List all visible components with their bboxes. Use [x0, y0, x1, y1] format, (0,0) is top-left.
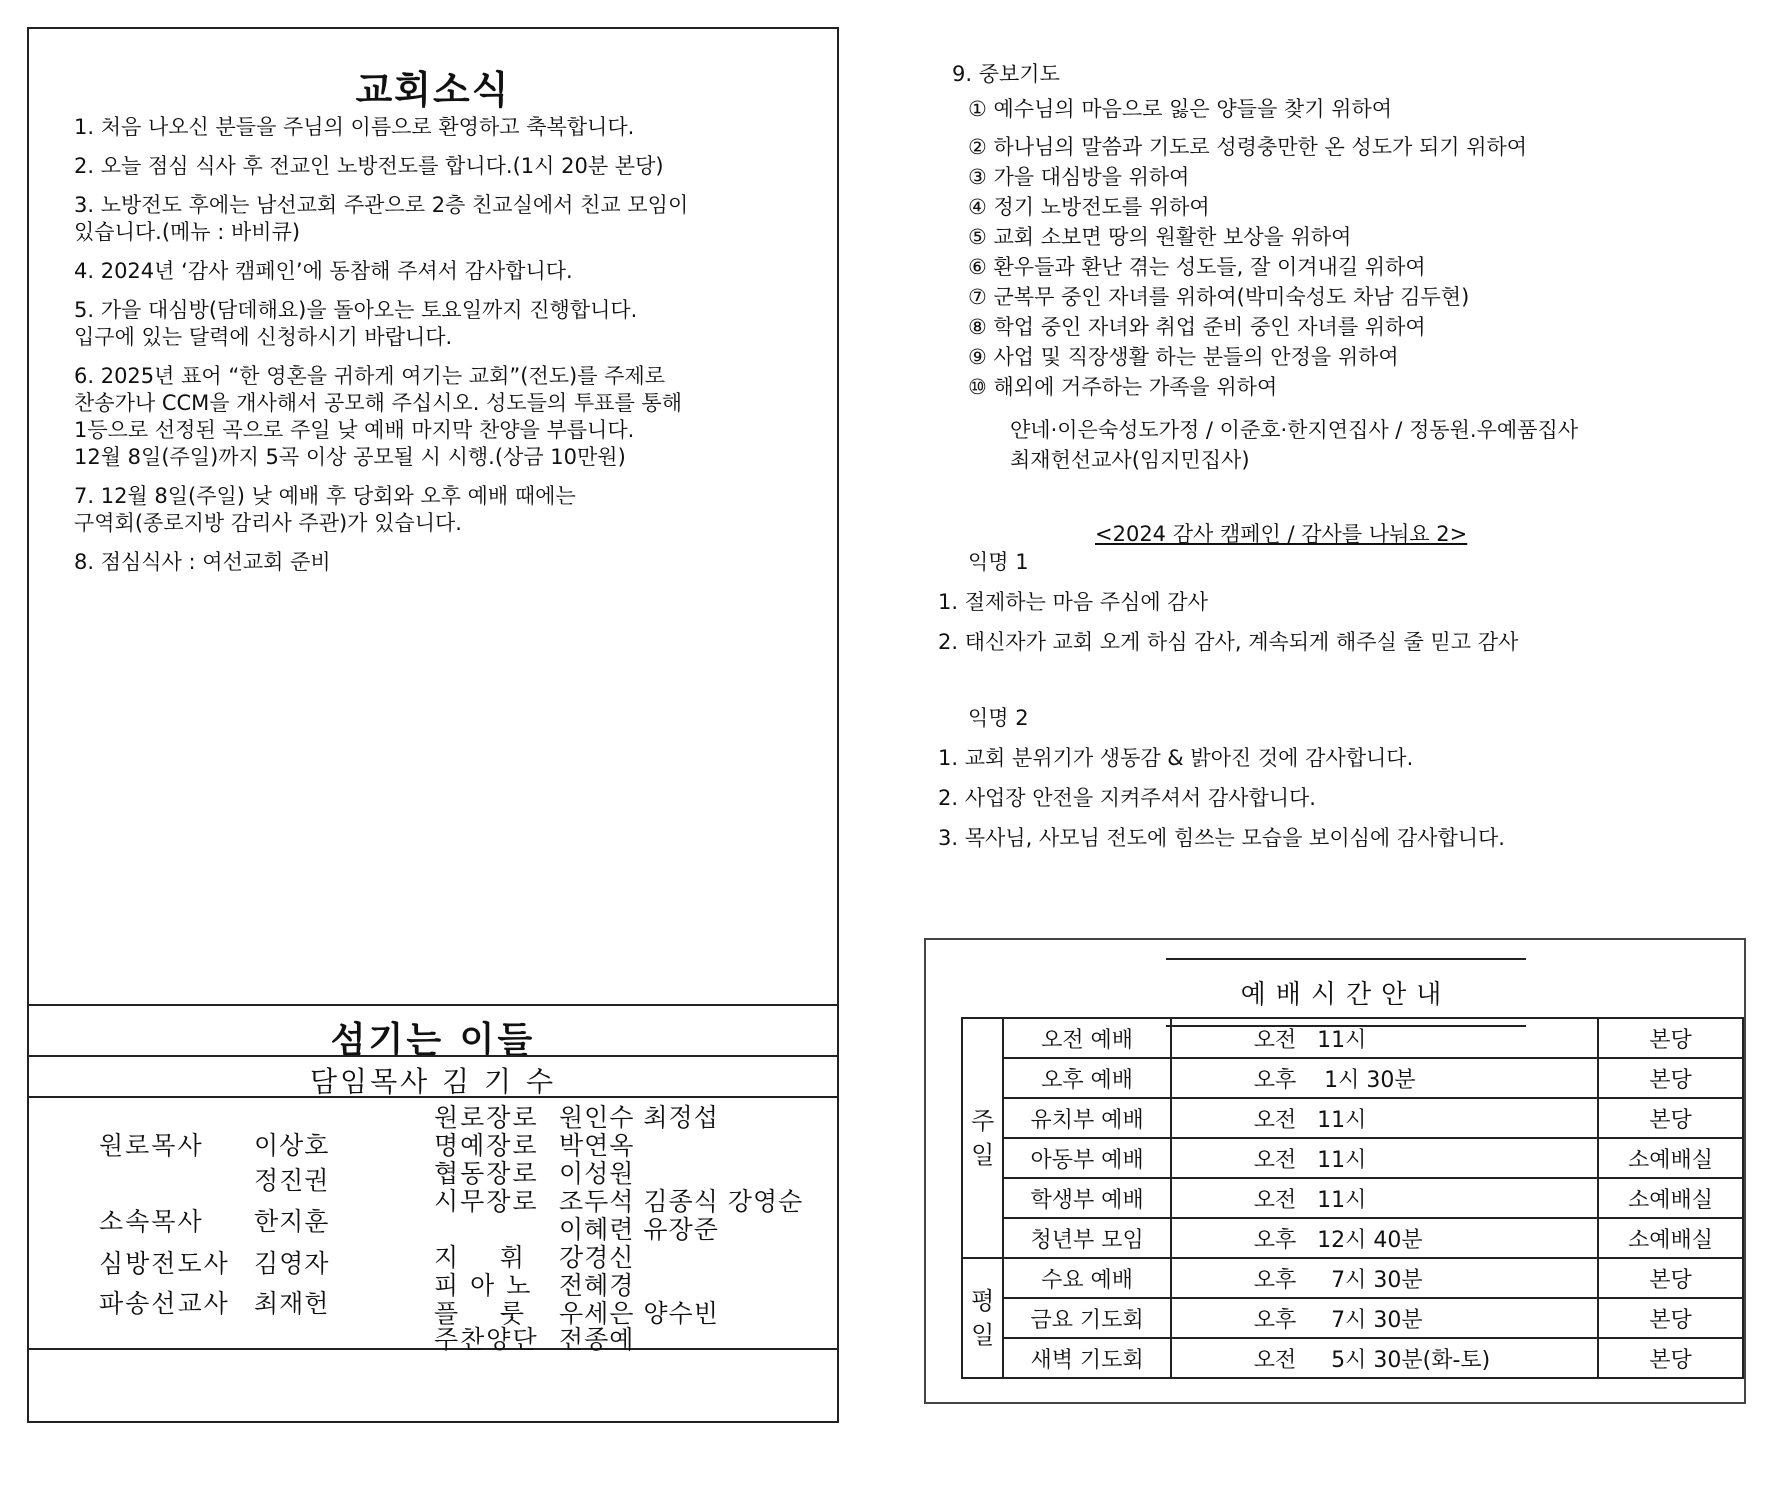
- service-name: 오전 예배: [1003, 1018, 1170, 1058]
- role-label: 협동장로: [434, 1159, 539, 1188]
- role-names: 이혜련 유장준: [559, 1215, 719, 1244]
- role-names: 이성원: [559, 1159, 635, 1188]
- news-item: 5. 가을 대심방(담데해요)을 돌아오는 토요일까지 진행합니다. 입구에 있는 달력에 신청하시기 바랍니다.: [74, 298, 638, 349]
- role-label: 명예장로: [434, 1131, 539, 1160]
- visit-evangelist-label: 심방전도사: [99, 1249, 230, 1278]
- service-place: 소예배실: [1598, 1178, 1743, 1218]
- table-row: [962, 1258, 1743, 1298]
- service-place: 소예배실: [1598, 1218, 1743, 1258]
- service-name: 아동부 예배: [1003, 1138, 1170, 1178]
- service-time: 오전 5시 30분(화-토): [1171, 1338, 1598, 1378]
- role-label: 원로장로: [434, 1103, 539, 1132]
- elder-pastor-label: 원로목사: [99, 1131, 204, 1160]
- role-names: 원인수 최정섭: [559, 1103, 719, 1132]
- role-label: 피 아 노: [434, 1271, 533, 1300]
- schedule-title: 예배시간안내: [1166, 958, 1526, 1027]
- role-names: 강경신: [559, 1243, 635, 1272]
- table-row: [962, 1058, 1743, 1098]
- prayer-item: ③ 가을 대심방을 위하여: [968, 165, 1190, 189]
- service-name: 학생부 예배: [1003, 1178, 1170, 1218]
- role-label: 플 룻: [434, 1299, 527, 1328]
- service-time: 오전 11시: [1171, 1138, 1598, 1178]
- prayer-item: ⑧ 학업 중인 자녀와 취업 준비 중인 자녀를 위하여: [968, 315, 1426, 339]
- servers-section: [29, 1004, 837, 1354]
- prayer-item: ④ 정기 노방전도를 위하여: [968, 195, 1210, 219]
- missionary-name: 최재헌: [254, 1289, 330, 1318]
- role-label: 지 휘: [434, 1243, 527, 1272]
- elder-pastor-name: 정진권: [254, 1166, 330, 1195]
- service-place: 본당: [1598, 1018, 1743, 1058]
- worship-schedule: [924, 938, 1746, 1404]
- missionary-label: 파송선교사: [99, 1289, 230, 1318]
- news-item: 8. 점심식사 : 여선교회 준비: [74, 550, 331, 574]
- service-name: 오후 예배: [1003, 1058, 1170, 1098]
- prayer-item: ② 하나님의 말씀과 기도로 성령충만한 온 성도가 되기 위하여: [968, 135, 1528, 159]
- service-time: 오후 7시 30분: [1171, 1258, 1598, 1298]
- prayer-item: ⑤ 교회 소보면 땅의 원활한 보상을 위하여: [968, 225, 1352, 249]
- news-item: 6. 2025년 표어 “한 영혼을 귀하게 여기는 교회”(전도)를 주제로 찬송가나 CCM을 개사해서 공모해 주십시오. 성도들의 투표를 통해 1등으로 선정된 곡으로 주일 낮 예배 마지막 찬양을 부릅니다. 12월 8일(주일)까지 5곡 이상 공모될 시 시행.(상금 10만원): [74, 364, 682, 469]
- service-place: 본당: [1598, 1058, 1743, 1098]
- role-names: 박연옥: [559, 1131, 635, 1160]
- service-time: 오전 11시: [1171, 1098, 1598, 1138]
- thanks-item: 1. 절제하는 마음 주심에 감사: [938, 590, 1208, 614]
- service-place: 본당: [1598, 1298, 1743, 1338]
- role-names: 전혜경: [559, 1271, 635, 1300]
- anon-label: 익명 1: [968, 550, 1029, 574]
- prayer-item: ⑨ 사업 및 직장생활 하는 분들의 안정을 위하여: [968, 345, 1399, 369]
- divider: [29, 1055, 839, 1057]
- table-row: [962, 1018, 1743, 1058]
- assoc-pastor-name: 한지훈: [254, 1207, 330, 1236]
- service-place: 소예배실: [1598, 1138, 1743, 1178]
- service-place: 본당: [1598, 1338, 1743, 1378]
- prayer-families: 최재헌선교사(임지민집사): [1010, 448, 1250, 472]
- thanks-item: 3. 목사님, 사모님 전도에 힘쓰는 모습을 보이심에 감사합니다.: [938, 826, 1505, 850]
- service-place: 본당: [1598, 1098, 1743, 1138]
- prayer-item: ① 예수님의 마음으로 잃은 양들을 찾기 위하여: [968, 97, 1393, 121]
- assoc-pastor-label: 소속목사: [99, 1207, 204, 1236]
- anon-label: 익명 2: [968, 706, 1029, 730]
- service-time: 오후 7시 30분: [1171, 1298, 1598, 1338]
- role-label: 주찬양단: [434, 1325, 539, 1354]
- service-name: 청년부 모임: [1003, 1218, 1170, 1258]
- service-name: 수요 예배: [1003, 1258, 1170, 1298]
- schedule-table: [961, 1017, 1744, 1379]
- news-list: [74, 114, 814, 588]
- thanks-item: 2. 태신자가 교회 오게 하심 감사, 계속되게 해주실 줄 믿고 감사: [938, 630, 1519, 654]
- thanks-item: 2. 사업장 안전을 지켜주셔서 감사합니다.: [938, 786, 1316, 810]
- service-place: 본당: [1598, 1258, 1743, 1298]
- table-row: [962, 1138, 1743, 1178]
- table-row: [962, 1298, 1743, 1338]
- prayer-families: 얀네·이은숙성도가정 / 이준호·한지연집사 / 정동원.우예품집사: [1010, 418, 1579, 442]
- table-row: [962, 1098, 1743, 1138]
- senior-pastor: 담임목사 김 기 수: [309, 1065, 557, 1098]
- service-time: 오후 12시 40분: [1171, 1218, 1598, 1258]
- role-names: 조두석 김종식 강영순: [559, 1187, 804, 1216]
- table-row: [962, 1178, 1743, 1218]
- prayer-item: ⑥ 환우들과 환난 겪는 성도들, 잘 이겨내길 위하여: [968, 255, 1426, 279]
- service-time: 오전 11시: [1171, 1018, 1598, 1058]
- prayer-heading: 9. 중보기도: [952, 62, 1060, 86]
- elder-pastor-name: 이상호: [254, 1131, 330, 1160]
- service-name: 유치부 예배: [1003, 1098, 1170, 1138]
- group-label: 주 일: [962, 1018, 1003, 1258]
- prayer-item: ⑦ 군복무 중인 자녀를 위하여(박미숙성도 차남 김두현): [968, 285, 1470, 309]
- left-panel: [27, 27, 839, 1423]
- news-item: 3. 노방전도 후에는 남선교회 주관으로 2층 친교실에서 친교 모임이 있습니다.(메뉴 : 바비큐): [74, 193, 689, 244]
- thanks-item: 1. 교회 분위기가 생동감 & 밝아진 것에 감사합니다.: [938, 746, 1414, 770]
- role-names: 우세은 양수빈: [559, 1299, 719, 1328]
- campaign-title: <2024 감사 캠페인 / 감사를 나눠요 2>: [1095, 522, 1468, 546]
- prayer-list: [968, 95, 1668, 403]
- news-item: 2. 오늘 점심 식사 후 전교인 노방전도를 합니다.(1시 20분 본당): [74, 154, 664, 178]
- group-label: 평 일: [962, 1258, 1003, 1378]
- visit-evangelist-name: 김영자: [254, 1249, 330, 1278]
- service-time: 오후 1시 30분: [1171, 1058, 1598, 1098]
- service-time: 오전 11시: [1171, 1178, 1598, 1218]
- news-item: 7. 12월 8일(주일) 낮 예배 후 당회와 오후 예배 때에는 구역회(종로지방 감리사 주관)가 있습니다.: [74, 484, 576, 535]
- role-names: 전종예: [559, 1325, 635, 1354]
- table-row: [962, 1218, 1743, 1258]
- table-row: [962, 1338, 1743, 1378]
- service-name: 새벽 기도회: [1003, 1338, 1170, 1378]
- news-item: 1. 처음 나오신 분들을 주님의 이름으로 환영하고 축복합니다.: [74, 115, 635, 139]
- servers-title: 섬기는 이들: [330, 1020, 536, 1061]
- news-title: 교회소식: [355, 68, 511, 112]
- news-item: 4. 2024년 ‘감사 캠페인’에 동참해 주셔서 감사합니다.: [74, 259, 573, 283]
- service-name: 금요 기도회: [1003, 1298, 1170, 1338]
- prayer-item: ⑩ 해외에 거주하는 가족을 위하여: [968, 375, 1278, 399]
- role-label: 시무장로: [434, 1187, 539, 1216]
